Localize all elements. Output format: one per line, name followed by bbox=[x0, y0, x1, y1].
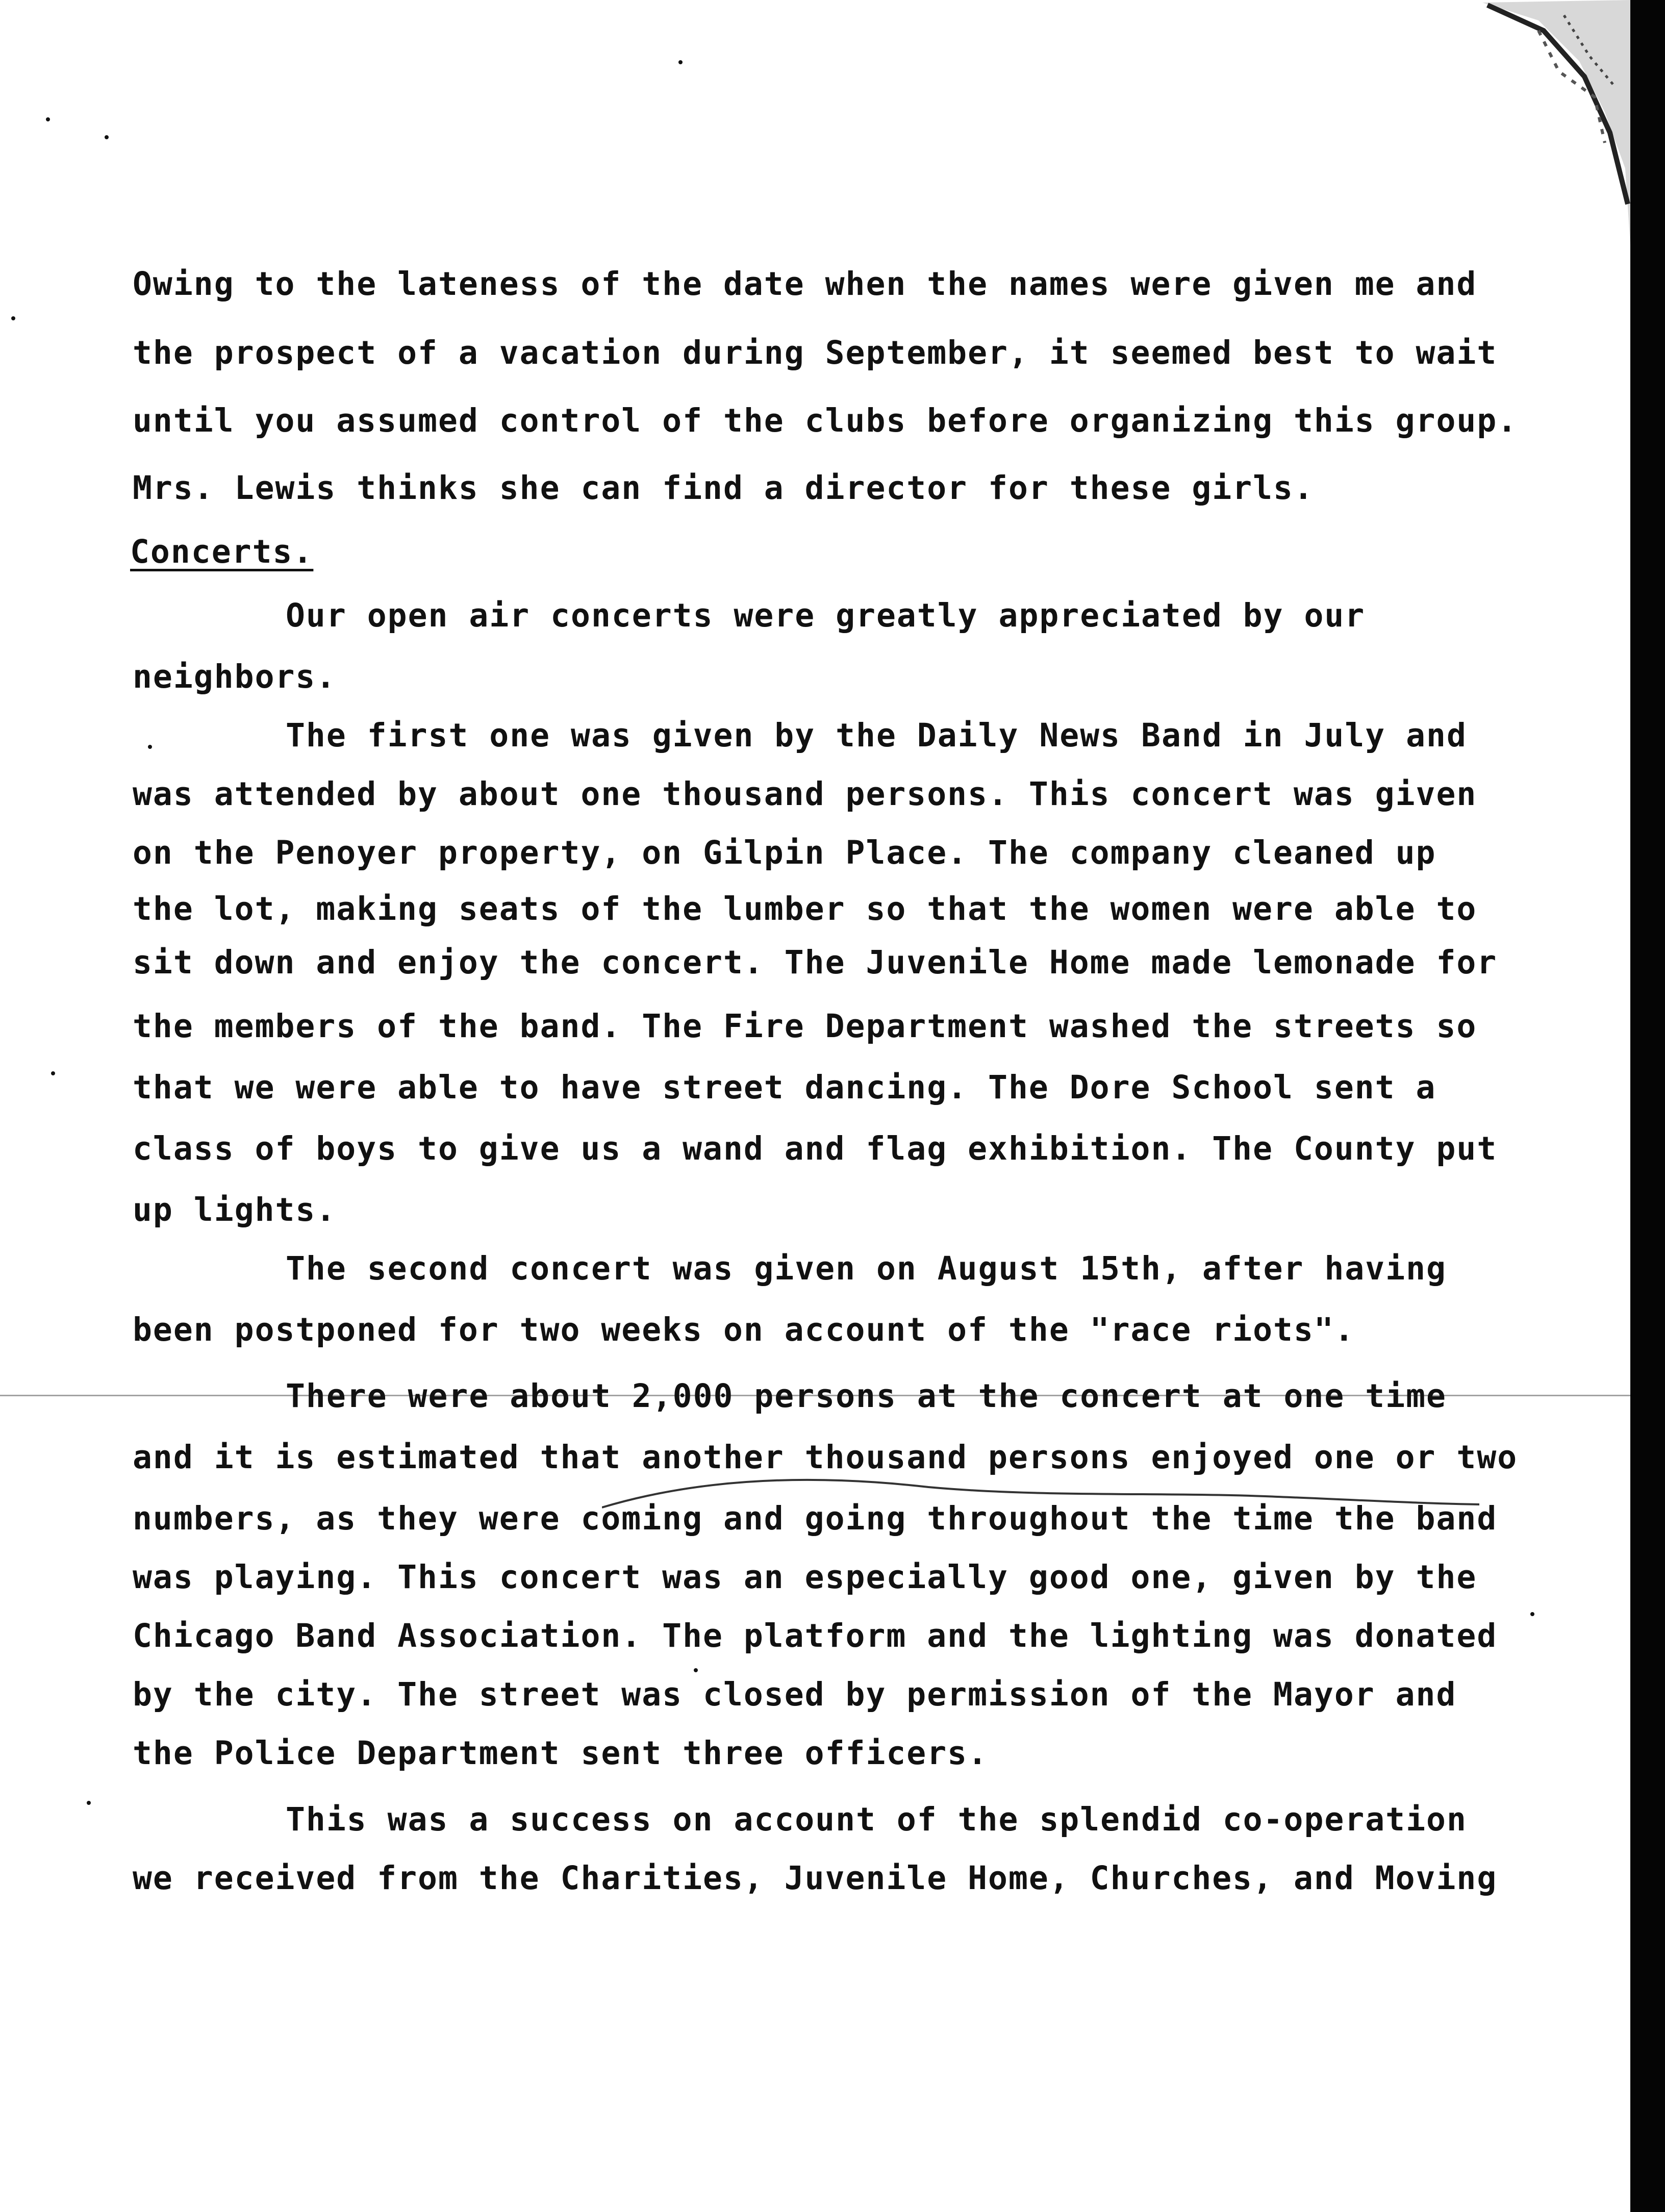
text-line: by the city. The street was closed by permission of the Mayor and bbox=[133, 1676, 1457, 1713]
text-line: numbers, as they were coming and going throughout the time the band bbox=[133, 1500, 1498, 1537]
text-line: The first one was given by the Daily News Band in July and bbox=[286, 717, 1467, 754]
scan-speck bbox=[11, 316, 15, 320]
text-line: was attended by about one thousand persons. This concert was given bbox=[133, 775, 1477, 813]
scan-speck bbox=[87, 1801, 91, 1805]
text-line: Chicago Band Association. The platform and the lighting was donated bbox=[133, 1617, 1498, 1654]
text-line: on the Penoyer property, on Gilpin Place. The company cleaned up bbox=[133, 834, 1436, 871]
scan-speck bbox=[51, 1071, 55, 1075]
text-line: was playing. This concert was an especially good one, given by the bbox=[133, 1559, 1477, 1596]
scan-speck bbox=[678, 60, 683, 64]
text-line: been postponed for two weeks on account of the "race riots". bbox=[133, 1311, 1355, 1348]
text-line: class of boys to give us a wand and flag exhibition. The County put bbox=[133, 1130, 1498, 1167]
text-line: up lights. bbox=[133, 1191, 337, 1228]
text-line: the prospect of a vacation during September, it seemed best to wait bbox=[133, 334, 1498, 371]
text-line: and it is estimated that another thousand persons enjoyed one or two bbox=[133, 1439, 1518, 1476]
text-line: until you assumed control of the clubs before organizing this group. bbox=[133, 402, 1518, 439]
scan-corner-artifact bbox=[1477, 0, 1630, 245]
scan-speck bbox=[694, 1668, 698, 1672]
text-line: the Police Department sent three officers. bbox=[133, 1735, 989, 1772]
text-line: that we were able to have street dancing. The Dore School sent a bbox=[133, 1069, 1436, 1106]
text-line: neighbors. bbox=[133, 658, 337, 695]
text-line: The second concert was given on August 15th, after having bbox=[286, 1250, 1447, 1287]
scan-border bbox=[1630, 0, 1665, 2212]
section-heading: Concerts. bbox=[130, 533, 314, 570]
text-line: Owing to the lateness of the date when the names were given me and bbox=[133, 265, 1477, 303]
text-line: Mrs. Lewis thinks she can find a director for these girls. bbox=[133, 469, 1314, 507]
text-line: Our open air concerts were greatly appreciated by our bbox=[286, 597, 1366, 634]
text-line: we received from the Charities, Juvenile Home, Churches, and Moving bbox=[133, 1859, 1498, 1897]
text-line: the members of the band. The Fire Department washed the streets so bbox=[133, 1008, 1477, 1045]
text-line: This was a success on account of the splendid co-operation bbox=[286, 1801, 1467, 1838]
scan-speck bbox=[1530, 1612, 1534, 1616]
scan-speck bbox=[148, 745, 152, 749]
text-line: There were about 2,000 persons at the concert at one time bbox=[286, 1377, 1447, 1415]
scan-speck bbox=[46, 117, 50, 121]
text-line: sit down and enjoy the concert. The Juvenile Home made lemonade for bbox=[133, 944, 1498, 981]
text-line: the lot, making seats of the lumber so that the women were able to bbox=[133, 890, 1477, 927]
scan-speck bbox=[105, 135, 109, 139]
